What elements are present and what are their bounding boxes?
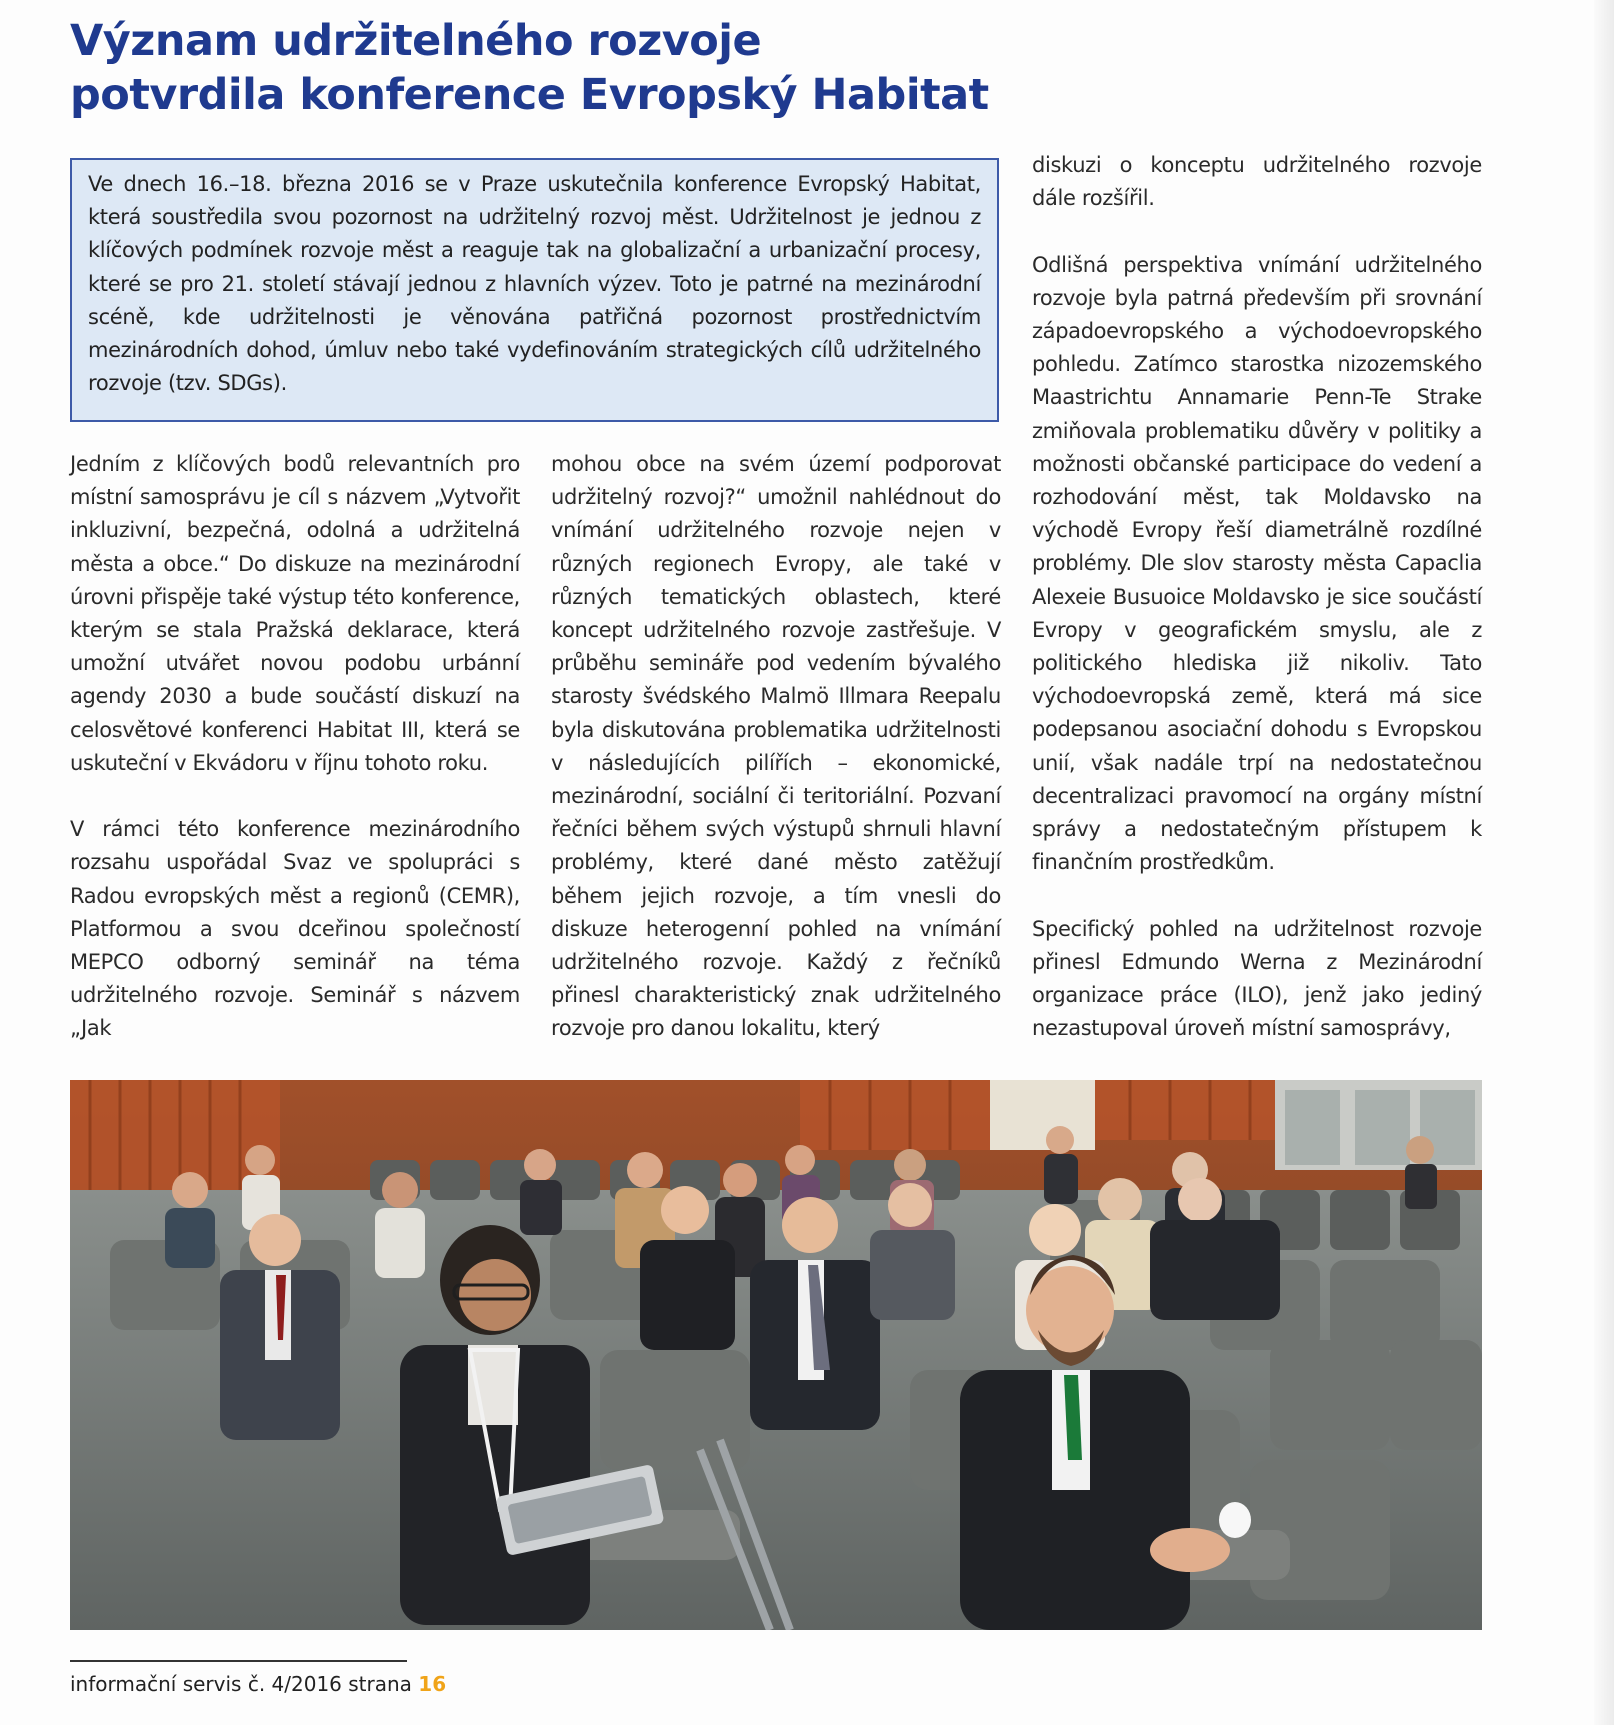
paragraph: Specifický pohled na udržitelnost rozvoje přinesl Edmundo Werna z Mezinárodní organizace práce (ILO), jenž jako jediný nezastupoval úroveň místní samosprávy, bbox=[1032, 916, 1482, 1041]
footer-text: informační servis č. 4/2016 strana bbox=[70, 1672, 412, 1696]
page-edge bbox=[1594, 0, 1614, 1725]
article-title bbox=[70, 14, 1070, 122]
footer-rule bbox=[70, 1660, 407, 1662]
text-column-1 bbox=[70, 448, 520, 1046]
paragraph: Jedním z klíčových bodů relevantních pro místní samosprávu je cíl s názvem „Vytvořit inkluzivní, bezpečná, odolná a udržitelná města a obce.“ Do diskuze na mezinárodní úrovni přispěje také výstup této konference, kterým se stala Pražská deklarace, která umožní utvářet novou podobu urbánní agendy 2030 a bude součástí diskuzí na celosvětové konferenci Habitat III, která se uskuteční v Ekvádoru v říjnu tohoto roku. bbox=[70, 452, 520, 775]
title-line: potvrdila konference Evropský Habitat bbox=[70, 70, 989, 120]
page-footer bbox=[70, 1671, 446, 1697]
title-line: Význam udržitelného rozvoje bbox=[70, 16, 762, 66]
page-number: 16 bbox=[418, 1672, 447, 1696]
paragraph: mohou obce na svém území podporovat udržitelný rozvoj?“ umožnil nahlédnout do vnímání udržitelného rozvoje nejen v různých regionech Evropy, ale také v různých tematických oblastech, které koncept udržitelného rozvoje zastřešuje. V průběhu semináře pod vedením bývalého starosty švédského Malmö Illmara Reepalu byla diskutována problematika udržitelnosti v následujících pilířích – ekonomické, mezinárodní, sociální či teritoriální. Pozvaní řečníci během svých výstupů shrnuli hlavní problémy, které dané město zatěžují během jejich rozvoje, a tím vnesli do diskuze heterogenní pohled na vnímání udržitelného rozvoje. Každý z řečníků přinesl charakteristický znak udržitelného rozvoje pro danou lokalitu, který bbox=[551, 452, 1001, 1041]
lead-paragraph: Ve dnech 16.–18. března 2016 se v Praze uskutečnila konference Evropský Habitat, která soustředila svou pozornost na udržitelný rozvoj měst. Udržitelnost je jednou z klíčových podmínek rozvoje měst a reaguje tak na globalizační a urbanizační procesy, které se pro 21. století stávají jednou z hlavních výzev. Toto je patrné na mezinárodní scéně, kde udržitelnosti je věnována patřičná pozornost prostřednictvím mezinárodních dohod, úmluv nebo také vydefinováním strategických cílů udržitelného rozvoje (tzv. SDGs). bbox=[88, 172, 981, 396]
text-column-3 bbox=[1032, 149, 1482, 1045]
paragraph: V rámci této konference mezinárodního rozsahu uspořádal Svaz ve spolupráci s Radou evropských měst a regionů (CEMR), Platformou a svou dceřinou společností MEPCO odborný seminář na téma udržitelného rozvoje. Seminář s názvem „Jak bbox=[70, 817, 520, 1041]
text-column-2 bbox=[551, 448, 1001, 1046]
conference-photo bbox=[70, 1080, 1482, 1630]
lead-box bbox=[70, 158, 999, 422]
paragraph: Odlišná perspektiva vnímání udržitelného rozvoje byla patrná především při srovnání západoevropského a východoevropského pohledu. Zatímco starostka nizozemského Maastrichtu Annamarie Penn-Te Strake zmiňovala problematiku důvěry v politiky a možnosti občanské participace do vedení a rozhodování měst, tak Moldavsko na východě Evropy řeší diametrálně rozdílné problémy. Dle slov starosty města Capaclia Alexeie Busuoice Moldavsko je sice součástí Evropy v geografickém smyslu, ale z politického hlediska již nikoliv. Tato východoevropská země, která má sice podepsanou asociační dohodu s Evropskou unií, však nadále trpí na nedostatečnou decentralizaci pravomocí na orgány místní správy a nedostatečným přístupem k finančním prostředkům. bbox=[1032, 252, 1482, 875]
paragraph: diskuzi o konceptu udržitelného rozvoje dále rozšířil. bbox=[1032, 153, 1482, 211]
